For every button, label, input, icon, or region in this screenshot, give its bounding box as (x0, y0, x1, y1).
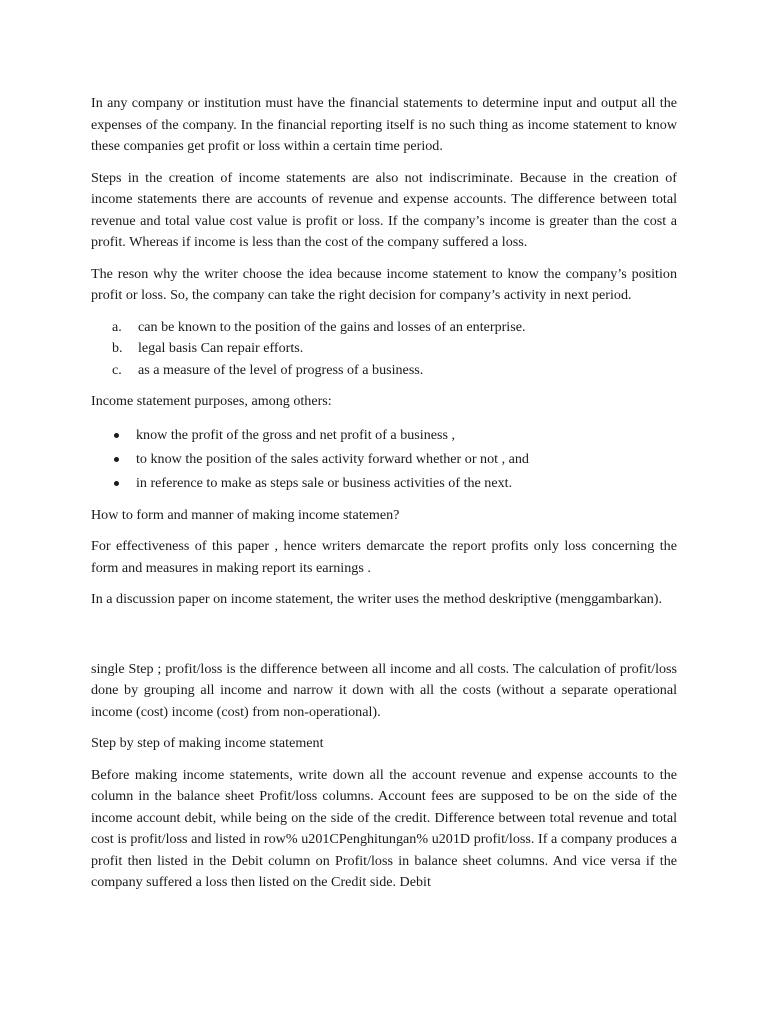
paragraph-intro: In any company or institution must have the financial statements to determine input and output all the expenses of the company. In the financial reporting itself is no such thing as income statement to know these companies get profit or loss within a certain time period. (91, 95, 677, 154)
paragraph-reason: The reson why the writer choose the idea because income statement to know the company’s position profit or loss. So, the company can take the right decision for company’s activity in next period. (91, 265, 677, 303)
list-item-text: can be known to the position of the gains and losses of an enterprise. (138, 318, 526, 335)
paragraph-steps: Steps in the creation of income statements are also not indiscriminate. Because in the creation of income statements there are accounts of revenue and expense accounts. The difference between total revenue and total value cost value is profit or loss. If the company’s income is greater than the cost a profit. Whereas if income is less than the cost of the company suffered a loss. (91, 169, 677, 250)
list-item: in reference to make as steps sale or business activities of the next. (91, 471, 677, 495)
paragraph-purposes: Income statement purposes, among others: (91, 393, 332, 409)
lettered-list (91, 317, 677, 382)
blank-line (91, 611, 677, 649)
paragraph-question: How to form and manner of making income statemen? (91, 506, 400, 523)
paragraph-single-step: single Step ; profit/loss is the difference between all income and all costs. The calculation of profit/loss done by grouping all income and narrow it down with all the costs (without a separate operational income (cost) income (cost) from non-operational). (91, 660, 677, 720)
list-marker: b. (112, 340, 123, 356)
document-body (91, 93, 677, 894)
paragraph-heading-steps: Step by step of making income statement (91, 735, 324, 751)
list-item-text: as a measure of the level of progress of a business. (138, 361, 424, 378)
paragraph-effectiveness: For effectiveness of this paper , hence writers demarcate the report profits only loss concerning the form and measures in making report its earnings . (91, 538, 677, 576)
paragraph-method: In a discussion paper on income statement, the writer uses the method deskriptive (menggambarkan). (91, 591, 663, 607)
list-marker: c. (112, 361, 122, 378)
list-item: know the profit of the gross and net profit of a business , (91, 423, 677, 447)
list-marker: a. (112, 318, 122, 335)
bullet-list (91, 423, 677, 495)
list-item (91, 317, 677, 339)
list-item-text: legal basis Can repair efforts. (138, 340, 304, 356)
list-item (91, 338, 677, 360)
paragraph-before-making: Before making income statements, write down all the account revenue and expense accounts to the column in the balance sheet Profit/loss columns. Account fees are supposed to be on the side of the income account debit, while being on the side of the credit. Difference between total revenue and total cost is profit/loss and listed in row% u201CPenghitungan% u201D profit/loss. If a company produces a profit then listed in the Debit column on Profit/loss in balance sheet columns. And vice versa if the company suffered a loss then listed on the Credit side. Debit (91, 766, 677, 890)
list-item: to know the position of the sales activity forward whether or not , and (91, 447, 677, 471)
list-item (91, 360, 677, 382)
